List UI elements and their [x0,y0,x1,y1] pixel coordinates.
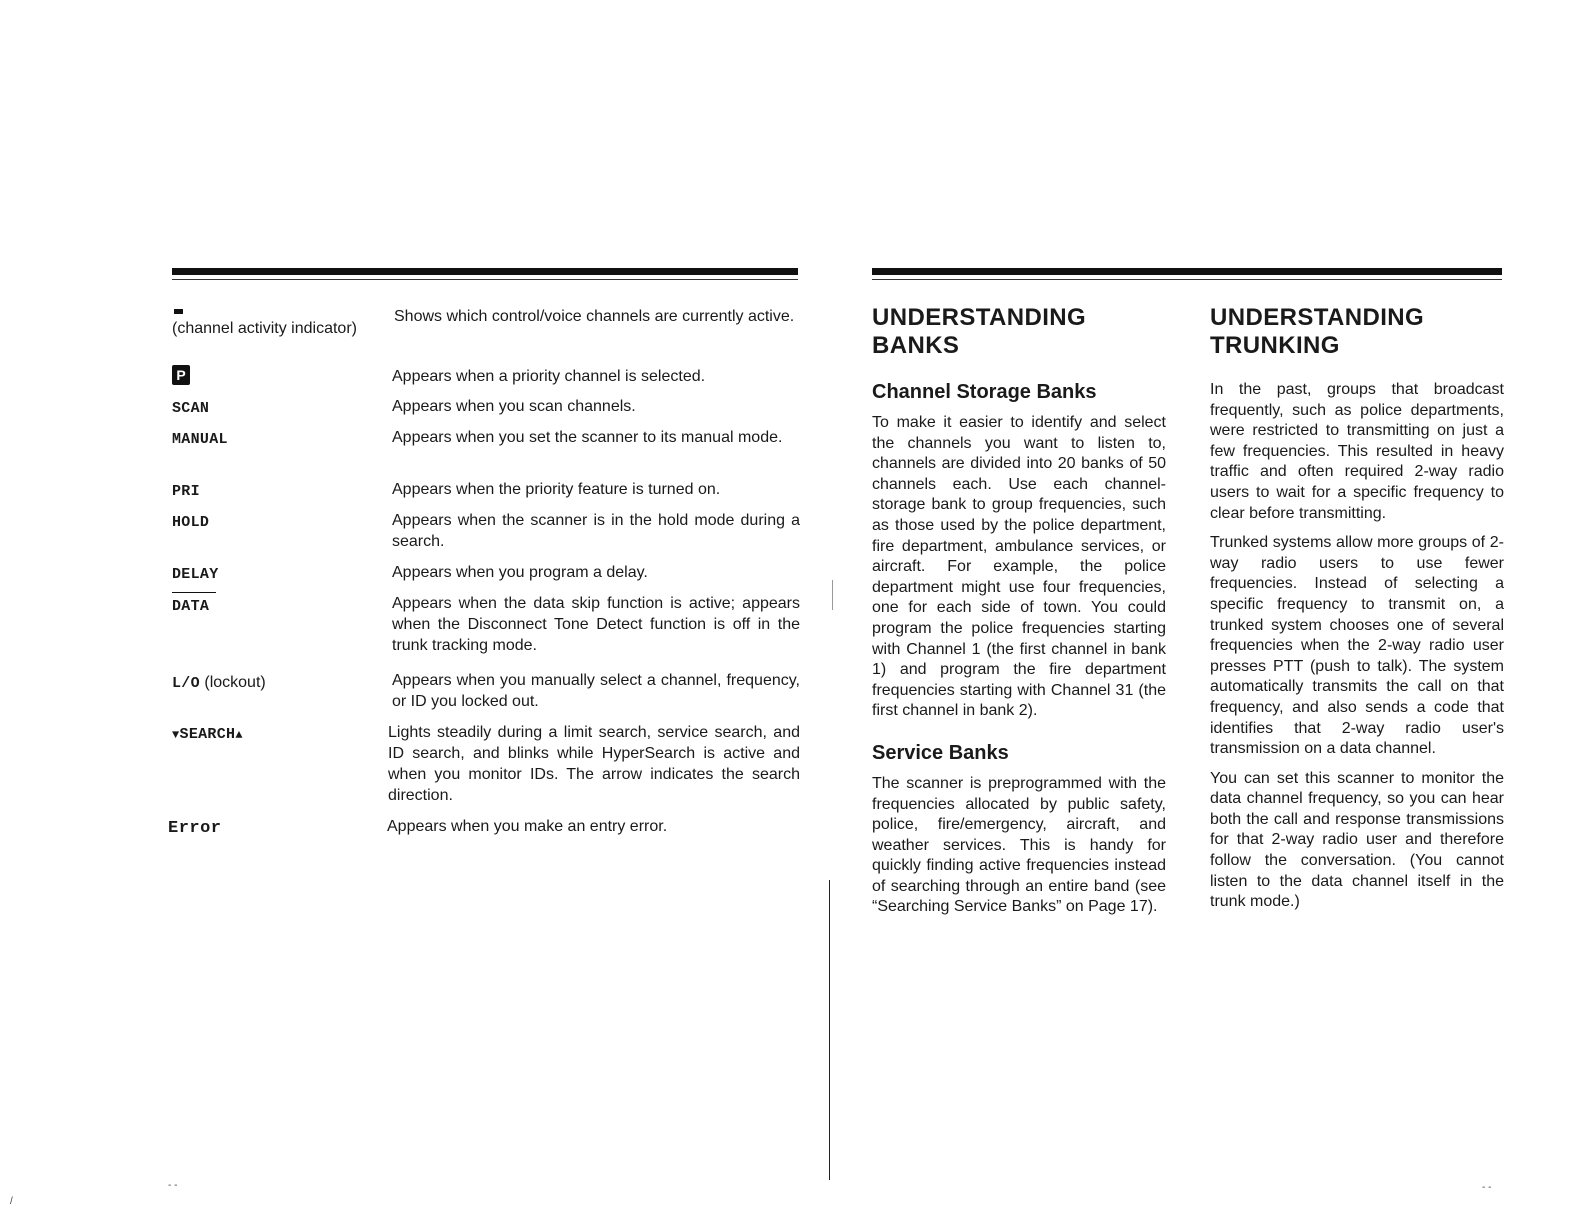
channel-storage-banks-heading: Channel Storage Banks [872,381,1097,403]
indicator-row-error [168,816,800,847]
banks-heading [872,304,1166,360]
indicator-description: Shows which control/voice channels are currently active. [394,308,795,325]
indicator-row-hold [172,510,800,562]
service-banks-heading: Service Banks [872,741,1009,764]
channel-storage-banks-text: To make it easier to identify and select the channels you want to listen to, channels are divided into 20 banks of 50 channels each. Use each channel-storage bank to group frequencies, such as those used by the police department, fire department, ambulance services, or aircraft. For example, the police department might use four frequencies, one for each side of town. You could program the police frequencies starting with Channel 1 (the first channel in bank 1) and program the fire department frequencies starting with Channel 31 (the first channel in bank 2). [872,414,1166,720]
left-header-rule-thick [172,268,798,275]
service-banks-text: The scanner is preprogrammed with the frequencies allocated by public safety, police, fire/emergency, aircraft, and weather services. This is handy for quickly finding active frequencies instead of searching through an entire band (see “Searching Service Banks” on Page 17). [872,774,1166,916]
indicator-row-scan [172,396,800,427]
trunking-heading-line2: TRUNKING [1210,332,1340,359]
search-label: SEARCH [179,726,236,743]
indicator-row-activity [172,303,800,366]
indicator-label-text: (channel activity indicator) [172,320,357,337]
indicator-row-lockout [172,670,800,722]
banks-heading-line1: UNDERSTANDING [872,304,1087,331]
indicator-label [172,724,382,746]
scan-speck-icon: / [10,1196,13,1207]
scan-speck-icon: - - [168,1180,178,1191]
indicator-label [172,592,382,617]
scan-speck-icon: - - [1482,1182,1492,1193]
indicator-label [172,672,382,694]
priority-p-icon: P [172,365,190,385]
banks-heading-line2: BANKS [872,332,960,359]
indicator-description: Appears when the scanner is in the hold mode during a search. [392,512,800,550]
indicator-description: Appears when the priority feature is turned on. [392,481,721,498]
indicator-row-data [172,593,800,670]
data-overbar-label: DATA [172,592,216,617]
indicator-description: Appears when you manually select a channel, frequency, or ID you locked out. [392,672,800,710]
trunking-heading-line1: UNDERSTANDING [1210,304,1425,331]
indicator-label [172,303,382,339]
right-header-rule-thin [872,279,1502,280]
indicator-label [172,365,382,386]
indicator-description: Appears when you scan channels. [392,398,636,415]
indicator-description: Appears when the data skip function is active; appears when the Disconnect Tone Detect function is off in the trunk tracking mode. [392,595,800,654]
indicator-description: Appears when you program a delay. [392,564,648,581]
trunking-paragraph: You can set this scanner to monitor the data channel frequency, so you can hear both the call and response transmissions for that 2-way radio user and therefore follow the conversation. (You cannot listen to the data channel itself in the trunk mode.) [1210,769,1504,911]
indicator-description: Appears when you set the scanner to its manual mode. [392,429,783,446]
indicator-label: PRI [172,483,200,500]
indicator-description: Lights steadily during a limit search, service search, and ID search, and blinks while HyperSearch is active and when you monitor IDs. The arrow indicates the search direction. [388,724,800,804]
indicator-label: DELAY [172,566,219,583]
indicator-description: Appears when you make an entry error. [387,818,668,835]
indicator-description: Appears when a priority channel is selected. [392,368,706,385]
indicator-label: Error [168,819,222,838]
indicator-row-delay [172,562,800,593]
indicator-row-pri [172,479,800,510]
channel-activity-bar-icon [174,309,183,314]
indicator-row-manual [172,427,800,479]
lockout-code: L/O [172,675,200,692]
indicator-label: SCAN [172,400,210,417]
trunking-heading [1210,304,1504,360]
trunking-paragraph: In the past, groups that broadcast frequently, such as police departments, were restricted to transmitting on just a few frequencies. This resulted in heavy traffic and often required 2-way radio users to wait for a specific frequency to clear before transmitting. [1210,381,1504,522]
right-header-rule-thick [872,268,1502,275]
lockout-label: (lockout) [204,674,266,691]
indicator-table [168,300,800,847]
understanding-banks-column [872,304,1166,927]
search-down-arrow-icon: ▼ [172,728,180,742]
indicator-row-search [172,722,800,816]
trunking-paragraph: Trunked systems allow more groups of 2-way radio users to use fewer frequencies. Instead of selecting a specific frequency to transmit on, a trunked system chooses one of several frequencies when the 2-way radio user presses PTT (push to talk). The system automatically transmits the call on that frequency, and also sends a code that identifies that 2-way radio user's transmission on a data channel. [1210,534,1504,758]
indicator-label: HOLD [172,514,210,531]
page-gutter-line [829,880,830,1180]
indicator-row-priority-icon [172,366,800,396]
page-gutter-line-upper [832,580,833,610]
left-header-rule-thin [172,279,798,280]
search-up-arrow-icon: ▲ [235,728,243,742]
understanding-trunking-column [1210,304,1504,922]
indicator-label: MANUAL [172,431,228,448]
